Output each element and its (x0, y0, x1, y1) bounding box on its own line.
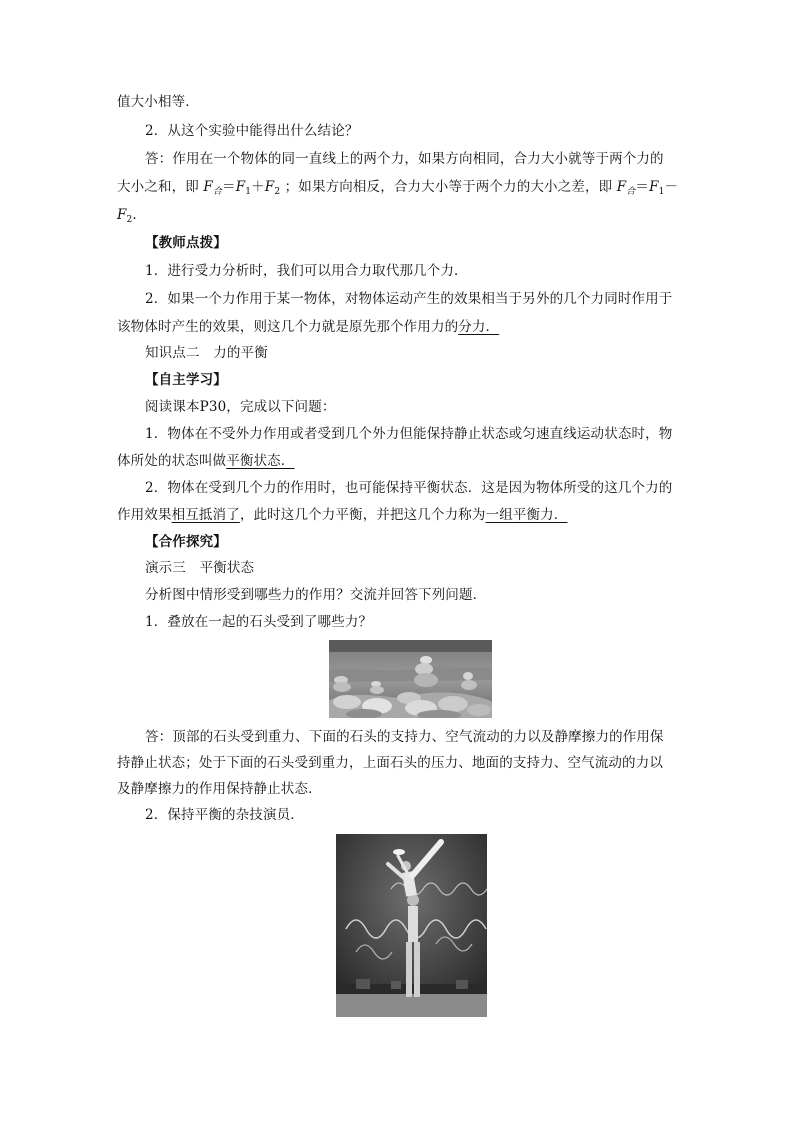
section-heading-teacher: 【教师点拨】 (145, 235, 227, 251)
text-line: 1．进行受力分析时，我们可以用合力取代那几个力． (145, 263, 468, 279)
text-line: 值大小相等． (117, 94, 199, 110)
text-line: 该物体时产生的效果，则这几个力就是原先那个作用力的分力． (117, 319, 500, 335)
acrobat-image (336, 834, 487, 1017)
section-heading-self-study: 【自主学习】 (145, 372, 227, 388)
text-line: 作用效果相互抵消了，此时这几个力平衡，并把这几个力称为一组平衡力． (117, 507, 568, 523)
answer-blank: 一组平衡力． (485, 507, 568, 523)
knowledge-point-title: 知识点二 力的平衡 (145, 345, 268, 361)
text-span: ；如果方向相反，合力大小等于两个力的大小之差，即 (284, 179, 613, 195)
text-line: 持静止状态；处于下面的石头受到重力，上面石头的压力、地面的支持力、空气流动的力以 (117, 755, 663, 771)
text-line: 1．物体在不受外力作用或者受到几个外力但能保持静止状态或匀速直线运动状态时，物 (145, 426, 673, 442)
answer-line-formula: 大小之和，即 $F_合=F_1+F_2$ ；如果方向相反，合力大小等于两个力的大小之差，即 $F_合=F_1-$ (117, 179, 679, 197)
formula-f-diff: $F_合$ (616, 179, 636, 197)
question-2-acrobat: 2．保持平衡的杂技演员． (145, 807, 304, 823)
text-line: 及静摩擦力的作用保持静止状态． (117, 781, 322, 797)
answer-blank: 相互抵消了 (171, 507, 240, 523)
acrobat-balance-photo (336, 834, 487, 1017)
text-line: 2．物体在受到几个力的作用时，也可能保持平衡状态．这是因为物体所受的这几个力的 (145, 480, 673, 496)
stacked-stones-photo (329, 640, 492, 718)
formula-continuation: $F_2$. (117, 207, 137, 225)
answer-blank: 平衡状态． (226, 453, 295, 469)
text-line: 分析图中情形受到哪些力的作用？交流并回答下列问题． (145, 587, 487, 603)
answer-line: 答：顶部的石头受到重力、下面的石头的支持力、空气流动的力以及静摩擦力的作用保 (145, 729, 664, 745)
question-1: 1．叠放在一起的石头受到了哪些力？ (145, 614, 373, 630)
formula-f-sum: $F_合$ (203, 179, 223, 197)
demo-title: 演示三 平衡状态 (145, 560, 255, 576)
question-2: 2．从这个实验中能得出什么结论？ (145, 123, 359, 139)
stones-image (329, 640, 492, 718)
text-line: 2．如果一个力作用于某一物体，对物体运动产生的效果相当于另外的几个力同时作用于 (145, 291, 673, 307)
text-line: 体所处的状态叫做平衡状态． (117, 453, 295, 469)
section-heading-cooperative: 【合作探究】 (145, 534, 227, 550)
text-span: 大小之和，即 (117, 179, 199, 195)
answer-blank: 分力． (458, 319, 500, 335)
answer-line: 答：作用在一个物体的同一直线上的两个力，如果方向相同，合力大小就等于两个力的 (145, 151, 664, 167)
text-line: 阅读课本P30，完成以下问题： (145, 399, 336, 415)
